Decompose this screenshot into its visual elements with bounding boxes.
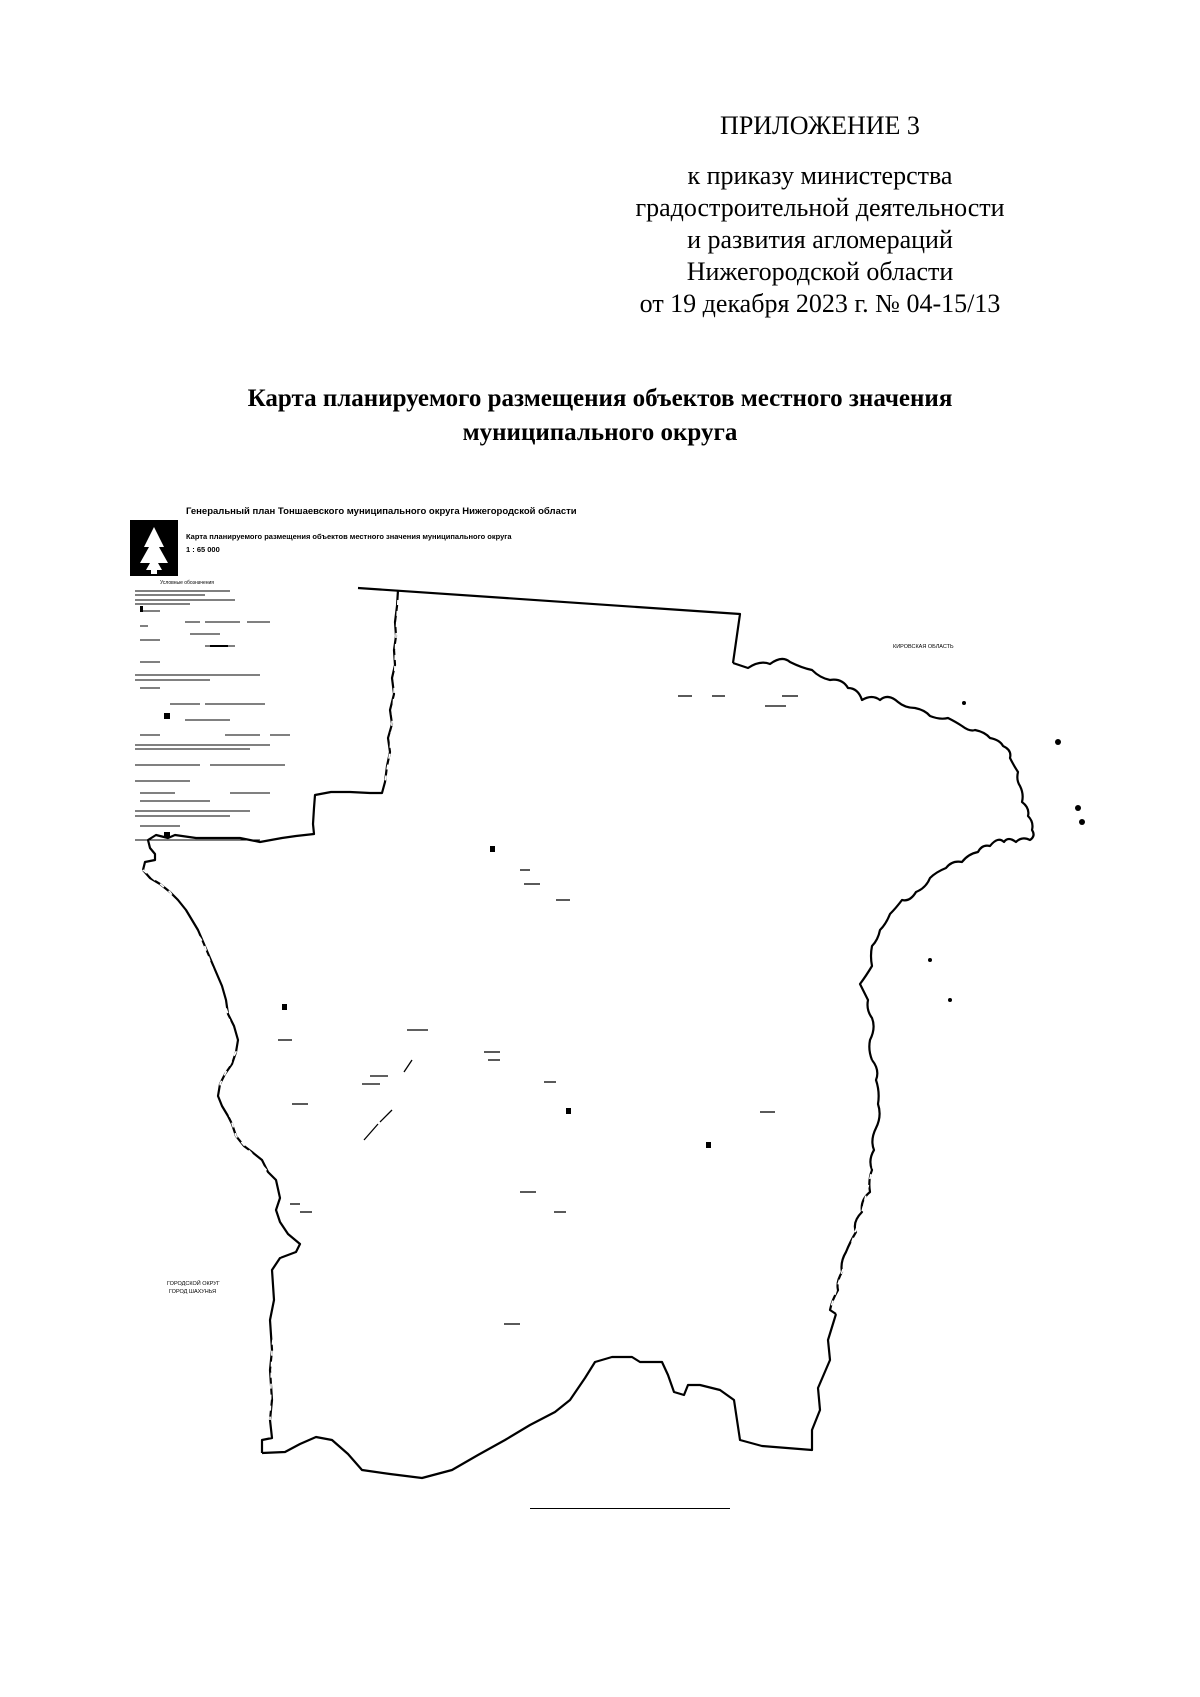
map-scale: 1 : 65 000 (186, 545, 220, 554)
map-subtitle: Карта планируемого размещения объектов местного значения муниципального округа (186, 532, 512, 541)
svg-text:4: 4 (132, 523, 137, 532)
appendix-line: к приказу министерства (687, 161, 953, 190)
plan-title: Генеральный план Тоншаевского муниципального округа Нижегородской области (186, 506, 577, 517)
neighbor-shakhunya-1: ГОРОДСКОЙ ОКРУГ (167, 1281, 220, 1287)
planned-objects (282, 846, 711, 1148)
appendix-line: Нижегородской области (686, 257, 954, 286)
heading-line-2: муниципального округа (462, 419, 738, 446)
river-marks (928, 701, 1085, 1002)
settlement-marks (278, 696, 798, 1324)
appendix-title: ПРИЛОЖЕНИЕ 3 (720, 111, 920, 140)
map-legend (135, 580, 290, 840)
heading-line-1: Карта планируемого размещения объектов местного значения (247, 385, 953, 412)
appendix-line: и развития агломераций (687, 225, 953, 254)
neighbor-kirov: КИРОВСКАЯ ОБЛАСТЬ (893, 644, 954, 650)
neighbor-shakhunya-2: ГОРОД ШАХУНЬЯ (169, 1289, 217, 1295)
district-boundary (143, 588, 1034, 1478)
appendix-line: градостроительной деятельности (635, 193, 1005, 222)
bottom-rule (530, 1508, 730, 1509)
tree-coat-of-arms-icon (130, 520, 178, 576)
appendix-line: от 19 декабря 2023 г. № 04-15/13 (639, 289, 1001, 318)
legend-heading: Условные обозначения (160, 580, 215, 586)
